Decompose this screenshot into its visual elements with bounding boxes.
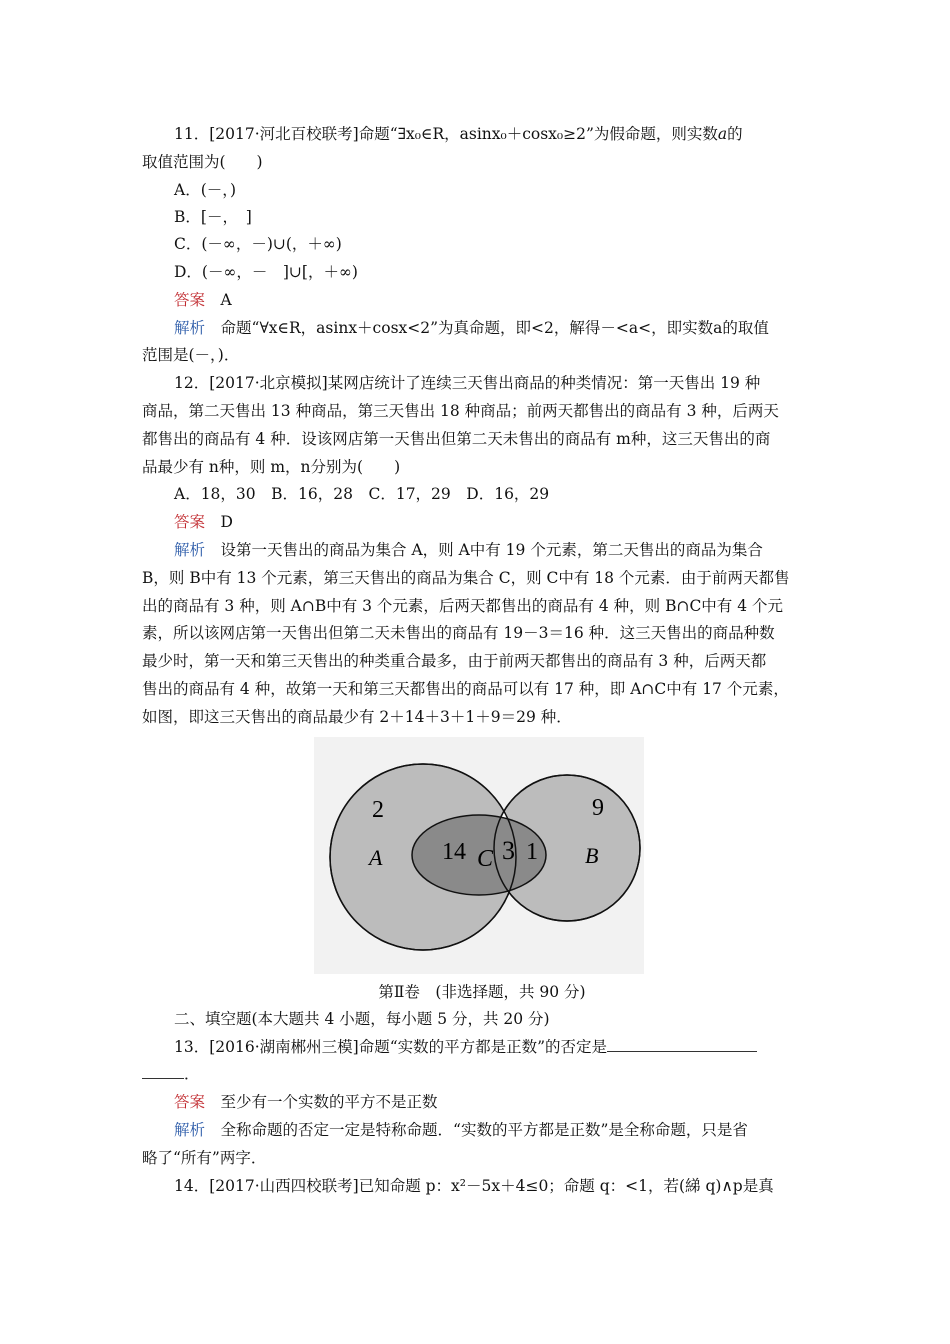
q12-line3: 都售出的商品有 4 种．设该网店第一天售出但第二天未售出的商品有 m种，这三天售出的商 <box>142 430 771 448</box>
q12-line2: 商品，第二天售出 13 种商品，第三天售出 18 种商品；前两天都售出的商品有 3 种，后两天 <box>142 402 779 420</box>
answer-label: 答案 <box>174 291 206 309</box>
q11-explain-2: 范围是(－，)． <box>142 346 240 364</box>
q12-explain-1: 解析 设第一天售出的商品为集合 A，则 A中有 19 个元素，第二天售出的商品为集合 <box>174 541 763 559</box>
q14-line1: 14．[2017·山西四校联考]已知命题 p：x²－5x＋4≤0；命题 q：<1，若(綈 q)∧p是真 <box>174 1177 774 1195</box>
q12-explain-6: 售出的商品有 4 种，故第一天和第三天都售出的商品可以有 17 种，即 A∩C中有 17 个元素， <box>142 680 789 698</box>
q12-explain-7: 如图，即这三天售出的商品最少有 2＋14＋3＋1＋9＝29 种． <box>142 708 572 726</box>
q11-option-b: B．[－， ] <box>174 208 252 226</box>
answer-blank-cont <box>142 1064 184 1079</box>
count-bc: 1 <box>526 839 538 865</box>
q13-line1: 13．[2016·湖南郴州三模]命题“实数的平方都是正数”的否定是 <box>174 1037 854 1057</box>
q13-explain-2: 略了“所有”两字． <box>142 1149 267 1167</box>
answer-label: 答案 <box>174 1093 206 1111</box>
q11-answer: 答案 A <box>174 291 232 309</box>
q11-line2: 取值范围为( ) <box>142 153 263 171</box>
explain-label: 解析 <box>174 541 206 559</box>
answer-label: 答案 <box>174 513 206 531</box>
q12-explain-5: 最少时，第一天和第三天售出的种类重合最多，由于前两天都售出的商品有 3 种，后两天都 <box>142 652 767 670</box>
q12-explain-4: 素，所以该网店第一天售出但第二天未售出的商品有 19－3＝16 种．这三天售出的商品种数 <box>142 624 775 642</box>
part2-heading: 二、填空题(本大题共 4 小题，每小题 5 分，共 20 分) <box>174 1010 550 1028</box>
q11-option-a: A．(－，) <box>174 181 237 199</box>
label-a: A <box>369 845 383 870</box>
q11-option-c: C．(－∞，－)∪(，＋∞) <box>174 235 342 253</box>
q11-line1: 11．[2017·河北百校联考]命题“∃x₀∈R，asinx₀＋cosx₀≥2”为假命题，则实数a的 <box>174 125 743 143</box>
q13-explain-1: 解析 全称命题的否定一定是特称命题．“实数的平方都是正数”是全称命题，只是省 <box>174 1121 748 1139</box>
q13-line2: ． <box>142 1064 822 1084</box>
answer-blank <box>607 1037 757 1052</box>
q12-explain-2: B，则 B中有 13 个元素，第三天售出的商品为集合 C，则 C中有 18 个元素．由于前两天都售 <box>142 569 790 587</box>
venn-diagram <box>314 737 644 974</box>
explain-label: 解析 <box>174 1121 206 1139</box>
count-c: 14 <box>442 839 466 865</box>
q13-answer: 答案 至少有一个实数的平方不是正数 <box>174 1093 438 1111</box>
q12-options: A．18，30 B．16，28 C．17，29 D．16，29 <box>174 485 550 503</box>
explain-label: 解析 <box>174 319 206 337</box>
q11-explain-1: 解析 命题“∀x∈R，asinx＋cosx<2”为真命题，即<2，解得－<a<，即实数a的取值 <box>174 319 769 337</box>
q12-explain-3: 出的商品有 3 种，则 A∩B中有 3 个元素，后两天都售出的商品有 4 种，则 B∩C中有 4 个元 <box>142 597 784 615</box>
count-a-only: 2 <box>372 797 384 823</box>
count-abc: 3 <box>502 836 515 865</box>
q12-line4: 品最少有 n种，则 m，n分别为( ) <box>142 458 401 476</box>
label-c: C <box>477 846 494 872</box>
venn-svg <box>314 737 644 974</box>
section-title: 第Ⅱ卷 (非选择题，共 90 分) <box>378 983 586 1001</box>
q12-answer: 答案 D <box>174 513 233 531</box>
label-b: B <box>585 843 599 868</box>
count-b-only: 9 <box>592 795 604 821</box>
q12-line1: 12．[2017·北京模拟]某网店统计了连续三天售出商品的种类情况：第一天售出 19 种 <box>174 374 761 392</box>
q11-option-d: D．(－∞，－ ]∪[，＋∞) <box>174 263 358 281</box>
